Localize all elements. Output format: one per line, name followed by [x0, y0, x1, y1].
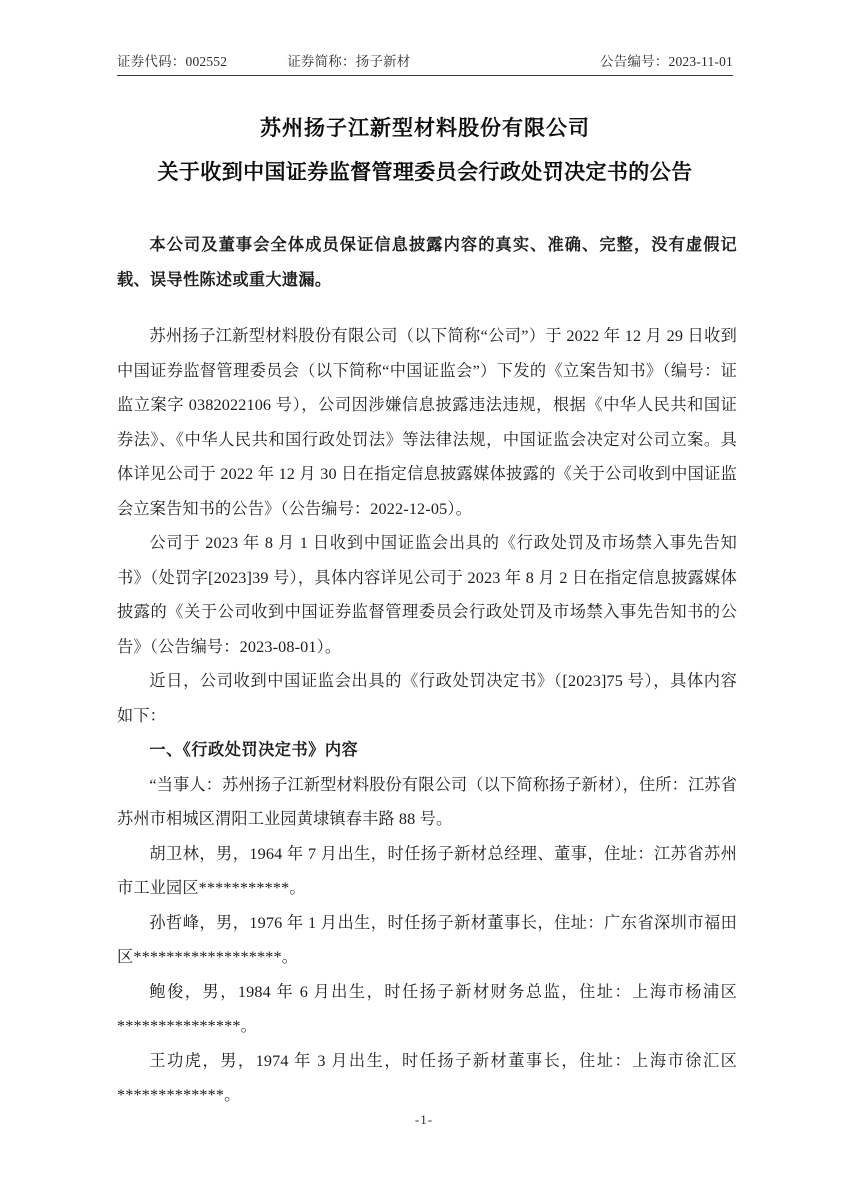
security-abbreviation: 证券简称：扬子新材: [287, 54, 411, 69]
page-title: [117, 106, 733, 194]
party-hu-weilin: 胡卫林，男，1964 年 7 月出生，时任扬子新材总经理、董事，住址：江苏省苏州市工业园区***********。: [117, 844, 737, 897]
party-company: “当事人：苏州扬子江新型材料股份有限公司（以下简称扬子新材），住所：江苏省苏州市相城区渭阳工业园黄埭镇春丰路 88 号。: [117, 775, 737, 828]
paragraph-case-filing: 苏州扬子江新型材料股份有限公司（以下简称“公司”）于 2022 年 12 月 29 日收到中国证券监督管理委员会（以下简称“中国证监会”）下发的《立案告知书》（编号：证监立案字 0382022106 号），公司因涉嫌信息披露违法违规，根据《中华人民共和国证券法》、《中华人民共和国行政处罚法》等法律法规，中国证监会决定对公司立案。具体详见公司于 2022 年 12 月 30 日在指定信息披露媒体披露的《关于公司收到中国证监会立案告知书的公告》（公告编号：2022-12-05）。: [117, 327, 737, 518]
party-sun-zhefeng: 孙哲峰，男，1976 年 1 月出生，时任扬子新材董事长，住址：广东省深圳市福田区******************。: [117, 913, 737, 966]
announcement-subject-title: 关于收到中国证券监督管理委员会行政处罚决定书的公告: [157, 160, 693, 184]
spacer: [117, 297, 737, 319]
paragraph-recent-decision: 近日，公司收到中国证监会出具的《行政处罚决定书》（[2023]75 号），具体内容如下：: [117, 672, 737, 725]
section-heading-penalty-content: 一、《行政处罚决定书》内容: [149, 741, 359, 759]
page-number-footer: -1-: [414, 1112, 434, 1127]
party-bao-jun: 鲍俊，男，1984 年 6 月出生，时任扬子新材财务总监，住址：上海市杨浦区***************。: [117, 982, 737, 1035]
company-name-title: 苏州扬子江新型材料股份有限公司: [260, 116, 590, 140]
document-header: [117, 50, 733, 76]
paragraph-prior-notice: 公司于 2023 年 8 月 1 日收到中国证监会出具的《行政处罚及市场禁入事先告知书》（处罚字[2023]39 号），具体内容详见公司于 2023 年 8 月 2 日在指定信息披露媒体披露的《关于公司收到中国证券监督管理委员会行政处罚及市场禁入事先告知书的公告》（公告编号：2023-08-01）。: [117, 534, 737, 656]
party-wang-gonghu: 王功虎，男，1974 年 3 月出生，时任扬子新材董事长，住址：上海市徐汇区*************。: [117, 1051, 737, 1104]
disclaimer-paragraph: 本公司及董事会全体成员保证信息披露内容的真实、准确、完整，没有虚假记载、误导性陈述或重大遗漏。: [117, 236, 737, 289]
security-code: 证券代码：002552: [117, 54, 228, 69]
announcement-number: 公告编号：2023-11-01: [600, 54, 733, 69]
document-body: [117, 228, 737, 1113]
